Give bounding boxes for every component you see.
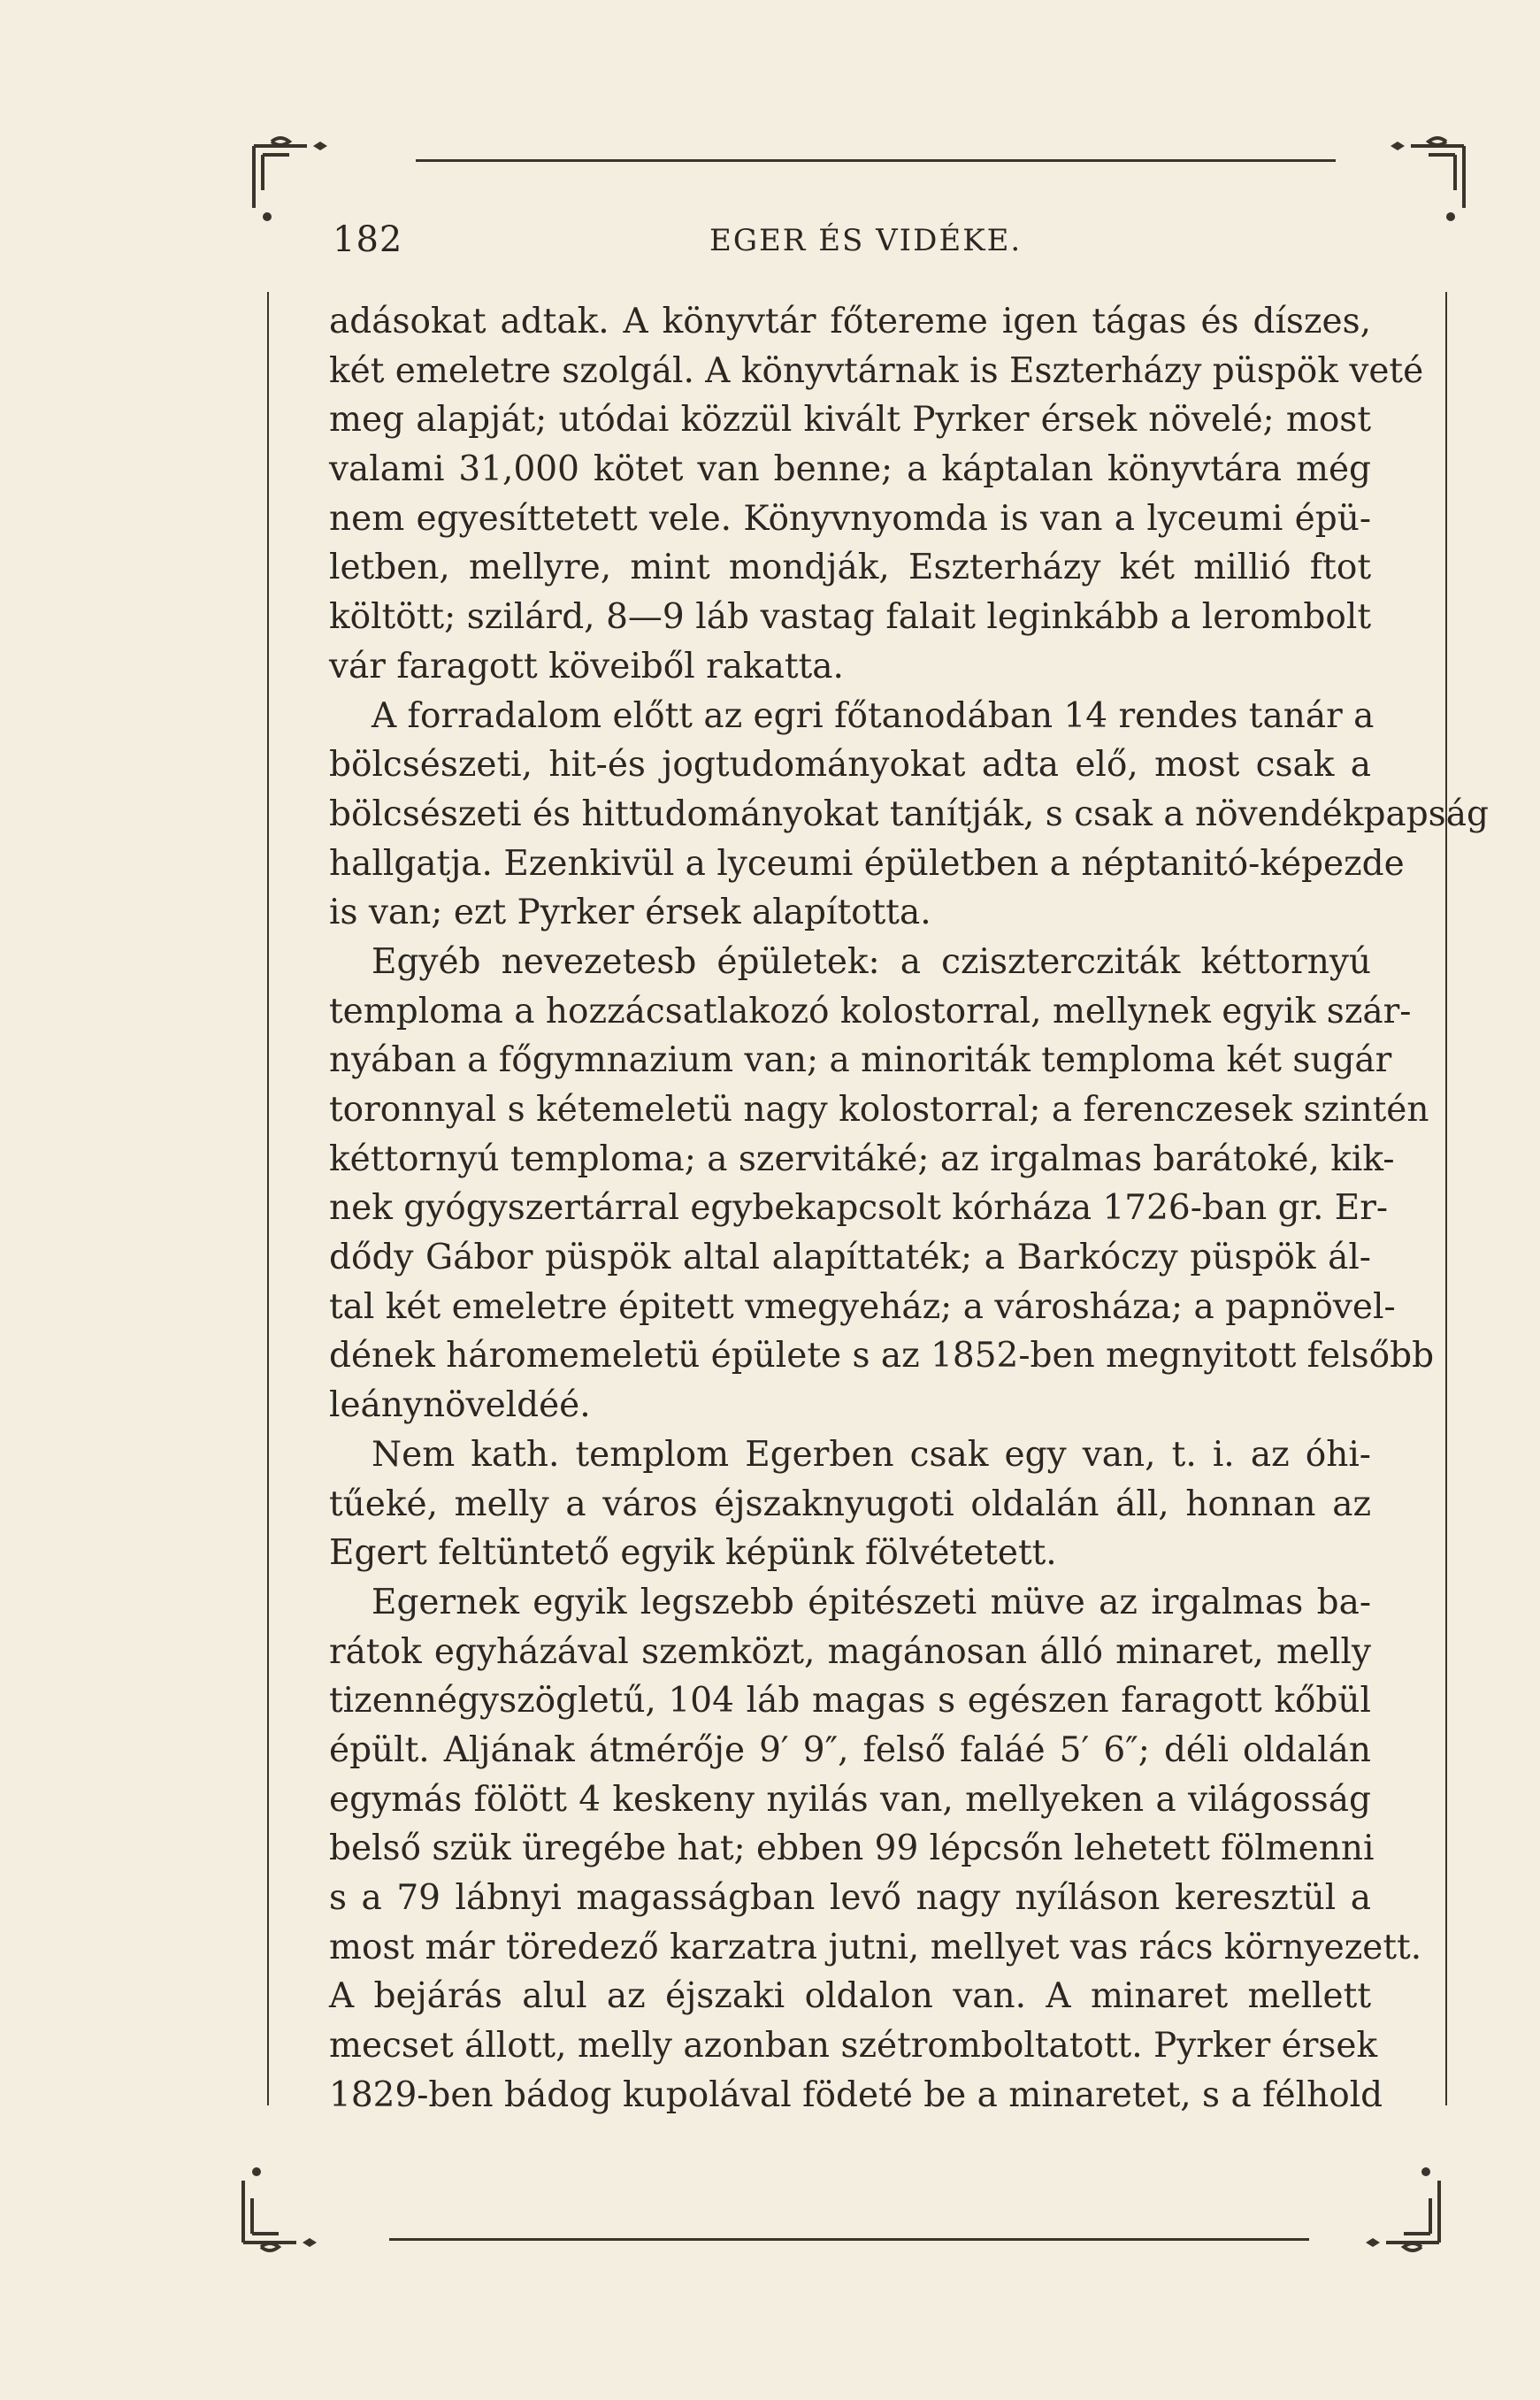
text-line: meg alapját; utódai közzül kivált Pyrker érsek növelé; most xyxy=(329,400,1371,441)
text-line: 1829-ben bádog kupolával födeté be a minaretet, s a félhold xyxy=(329,2074,1383,2115)
text-line: vár faragott köveiből rakatta. xyxy=(329,646,844,686)
text-line: egymás fölött 4 keskeny nyilás van, mellyeken a világosság xyxy=(329,1779,1371,1820)
text-line: tal két emeletre épitett vmegyeház; a városháza; a papnövel- xyxy=(329,1286,1396,1327)
text-line: temploma a hozzácsatlakozó kolostorral, mellynek egyik szár- xyxy=(329,991,1412,1031)
text-line: rátok egyházával szemközt, magánosan álló minaret, melly xyxy=(329,1631,1371,1672)
left-rule xyxy=(267,292,269,2105)
text-line: dének háromemeletü épülete s az 1852-ben megnyitott felsőbb xyxy=(329,1336,1435,1376)
text-line: tűeké, melly a város éjszaknyugoti oldalán áll, honnan az xyxy=(329,1484,1371,1524)
text-line: bölcsészeti, hit-és jogtudományokat adta elő, most csak a xyxy=(329,745,1371,786)
ornament-bottom-right-icon xyxy=(1346,2158,1444,2256)
ornament-bottom-left-icon xyxy=(239,2158,336,2256)
page-number: 182 xyxy=(333,219,403,260)
text-line: épült. Aljának átmérője 9′ 9″, felső faláé 5′ 6″; déli oldalán xyxy=(329,1729,1371,1770)
text-line: Egert feltüntető egyik képünk fölvétetett. xyxy=(329,1533,1057,1574)
text-line: nem egyesíttetett vele. Könyvnyomda is van a lyceumi épü- xyxy=(329,498,1371,539)
text-line: két emeletre szolgál. A könyvtárnak is Eszterházy püspök veté xyxy=(329,350,1424,391)
text-line: dődy Gábor püspök altal alapíttaték; a Barkóczy püspök ál- xyxy=(329,1238,1371,1278)
page-header xyxy=(333,216,1359,269)
body-text xyxy=(329,297,1489,2120)
right-rule xyxy=(1445,292,1447,2105)
text-line: belső szük üregébe hat; ebben 99 lépcsőn lehetett fölmenni xyxy=(329,1829,1375,1869)
text-line: is van; ezt Pyrker érsek alapította. xyxy=(329,893,931,933)
text-line: letben, mellyre, mint mondják, Eszterházy két millió ftot xyxy=(329,548,1371,588)
ornament-top-right-icon xyxy=(1371,133,1468,230)
bottom-rule xyxy=(389,2238,1309,2241)
text-line: leánynöveldéé. xyxy=(329,1385,591,1426)
text-line: valami 31,000 kötet van benne; a káptalan könyvtára még xyxy=(329,449,1371,490)
running-title: EGER ÉS VIDÉKE. xyxy=(709,223,1023,258)
text-line: nek gyógyszertárral egybekapcsolt kórháza 1726-ban gr. Er- xyxy=(329,1188,1389,1229)
text-line: Egyéb nevezetesb épületek: a cziszterczіták kéttornyú xyxy=(372,941,1371,982)
text-line: tizennégyszögletű, 104 láb magas s egészen faragott kőbül xyxy=(329,1681,1371,1721)
text-line: A bejárás alul az éjszaki oldalon van. A minaret mellett xyxy=(329,1976,1371,2017)
text-line: toronnyal s kétemeletü nagy kolostorral; a ferenczesek szintén xyxy=(329,1090,1429,1130)
text-line: nyában a főgymnazium van; a minoriták temploma két sugár xyxy=(329,1040,1392,1081)
text-line: kéttornyú temploma; a szervitáké; az irgalmas barátoké, kik- xyxy=(329,1139,1395,1179)
text-line: s a 79 lábnyi magasságban levő nagy nyíláson keresztül a xyxy=(329,1878,1371,1918)
text-line: adásokat adtak. A könyvtár főtereme igen tágas és díszes, xyxy=(329,302,1371,341)
text-line: Nem kath. templom Egerben csak egy van, t. i. az óhi- xyxy=(372,1434,1371,1475)
text-line: hallgatja. Ezenkivül a lyceumi épületben a néptanitó-képezde xyxy=(329,843,1405,884)
top-rule xyxy=(416,159,1336,162)
text-line: bölcsészeti és hittudományokat tanítják, s csak a növendékpapság xyxy=(329,794,1489,834)
text-line: mecset állott, melly azonban szétromboltatott. Pyrker érsek xyxy=(329,2026,1378,2066)
text-line: most már töredező karzatra jutni, mellyet vas rács környezett. xyxy=(329,1927,1422,1967)
text-line: A forradalom előtt az egri főtanodában 14 rendes tanár a xyxy=(372,695,1375,736)
text-line: Egernek egyik legszebb épitészeti müve az irgalmas ba- xyxy=(372,1582,1371,1622)
text-line: költött; szilárd, 8—9 láb vastag falait leginkább a lerombolt xyxy=(329,597,1371,638)
